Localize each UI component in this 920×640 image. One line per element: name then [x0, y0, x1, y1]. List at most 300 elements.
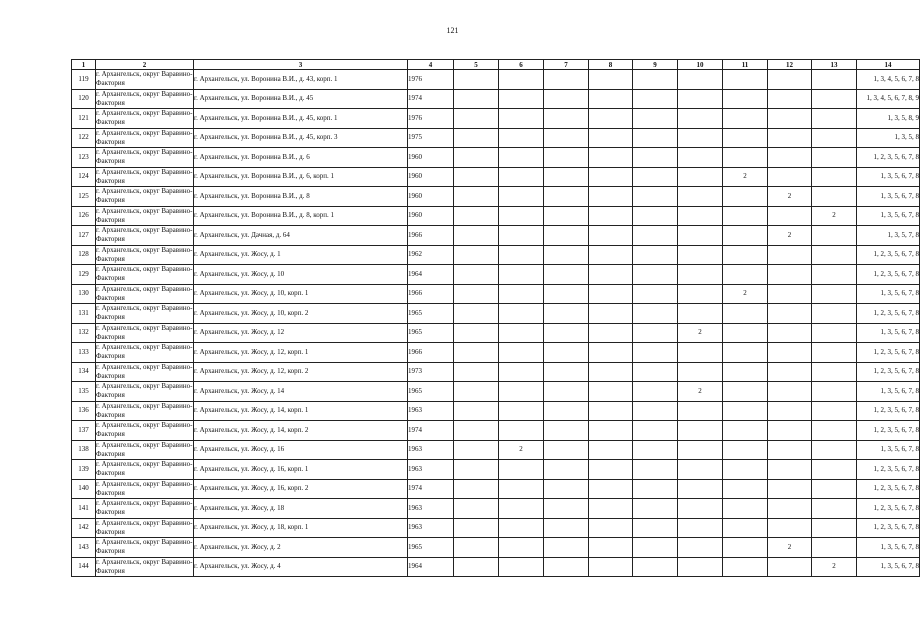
col11-cell: [723, 206, 768, 226]
row-number-cell: 143: [72, 538, 96, 558]
col12-cell: [768, 460, 812, 480]
col12-cell: [768, 89, 812, 109]
col9-cell: [633, 245, 678, 265]
district-cell: г. Архангельск, округ Варавино-Фактория: [96, 206, 193, 224]
col12-cell: 2: [768, 226, 812, 246]
row-number-cell: 135: [72, 382, 96, 402]
col11-cell: [723, 421, 768, 441]
col11-cell: [723, 304, 768, 324]
page-number: 121: [446, 26, 459, 35]
col11-cell: [723, 460, 768, 480]
col13-cell: [812, 362, 857, 382]
col7-cell: [544, 557, 589, 577]
row-number-cell: 125: [72, 187, 96, 207]
col5-cell: [454, 226, 499, 246]
col6-cell: [499, 323, 544, 343]
col9-cell: [633, 284, 678, 304]
row-number-cell: 136: [72, 401, 96, 421]
col10-cell: [678, 167, 723, 187]
col7-cell: [544, 362, 589, 382]
codes-cell: 1, 2, 3, 5, 6, 7, 8: [857, 499, 920, 519]
year-cell: 1960: [408, 187, 454, 207]
col6-cell: [499, 70, 544, 90]
address-cell: г. Архангельск, ул. Жосу, д. 12: [194, 323, 408, 343]
codes-cell: 1, 3, 4, 5, 6, 7, 8, 9: [857, 89, 920, 109]
col7-cell: [544, 167, 589, 187]
row-number-cell: 133: [72, 343, 96, 363]
col12-cell: 2: [768, 538, 812, 558]
col11-cell: [723, 518, 768, 538]
district-cell: г. Архангельск, округ Варавино-Фактория: [96, 148, 193, 166]
col11-cell: 2: [723, 284, 768, 304]
col10-cell: [678, 304, 723, 324]
col6-cell: [499, 382, 544, 402]
col9-cell: [633, 128, 678, 148]
table-row: [72, 265, 920, 285]
col11-cell: [723, 226, 768, 246]
district-cell: г. Архангельск, округ Варавино-Фактория: [96, 284, 193, 302]
col9-cell: [633, 538, 678, 558]
row-number-cell: 132: [72, 323, 96, 343]
col13-cell: [812, 167, 857, 187]
table-row: [72, 421, 920, 441]
year-cell: 1960: [408, 148, 454, 168]
address-cell: г. Архангельск, ул. Жосу, д. 14, корп. 2: [194, 421, 408, 441]
housing-register-table: [71, 59, 920, 577]
year-cell: 1965: [408, 323, 454, 343]
col6-cell: [499, 245, 544, 265]
col7-cell: [544, 226, 589, 246]
col9-cell: [633, 89, 678, 109]
col8-cell: [589, 538, 633, 558]
col6-cell: [499, 401, 544, 421]
col12-cell: [768, 479, 812, 499]
col6-cell: [499, 557, 544, 577]
col5-cell: [454, 128, 499, 148]
col9-cell: [633, 304, 678, 324]
address-cell: г. Архангельск, ул. Жосу, д. 12, корп. 1: [194, 343, 408, 363]
col5-cell: [454, 89, 499, 109]
row-number-cell: 119: [72, 70, 96, 90]
district-cell: г. Архангельск, округ Варавино-Фактория: [96, 343, 193, 361]
col7-cell: [544, 382, 589, 402]
col6-cell: [499, 206, 544, 226]
col13-cell: [812, 89, 857, 109]
col9-cell: [633, 362, 678, 382]
col5-cell: [454, 401, 499, 421]
codes-cell: 1, 3, 5, 6, 7, 8: [857, 382, 920, 402]
column-header-14: 14: [857, 60, 920, 70]
address-cell: г. Архангельск, ул. Воронина В.И., д. 45, корп. 3: [194, 128, 408, 148]
column-header-5: 5: [454, 60, 499, 70]
codes-cell: 1, 3, 5, 6, 7, 8: [857, 167, 920, 187]
address-cell: г. Архангельск, ул. Воронина В.И., д. 43, корп. 1: [194, 70, 408, 90]
col6-cell: [499, 421, 544, 441]
col13-cell: [812, 148, 857, 168]
col13-cell: [812, 304, 857, 324]
codes-cell: 1, 3, 5, 6, 7, 8: [857, 440, 920, 460]
col5-cell: [454, 206, 499, 226]
column-header-1: 1: [72, 60, 96, 70]
codes-cell: 1, 2, 3, 5, 6, 7, 8: [857, 479, 920, 499]
col7-cell: [544, 538, 589, 558]
column-header-2: 2: [96, 60, 194, 70]
col13-cell: [812, 382, 857, 402]
col5-cell: [454, 479, 499, 499]
col8-cell: [589, 304, 633, 324]
col10-cell: [678, 440, 723, 460]
col7-cell: [544, 187, 589, 207]
col12-cell: [768, 401, 812, 421]
table-row: [72, 206, 920, 226]
col10-cell: [678, 538, 723, 558]
row-number-cell: 124: [72, 167, 96, 187]
codes-cell: 1, 2, 3, 5, 6, 7, 8: [857, 518, 920, 538]
table-row: [72, 343, 920, 363]
col9-cell: [633, 265, 678, 285]
column-header-7: 7: [544, 60, 589, 70]
year-cell: 1962: [408, 245, 454, 265]
col5-cell: [454, 460, 499, 480]
col8-cell: [589, 401, 633, 421]
year-cell: 1963: [408, 518, 454, 538]
col10-cell: [678, 148, 723, 168]
col7-cell: [544, 440, 589, 460]
col12-cell: [768, 323, 812, 343]
col8-cell: [589, 440, 633, 460]
table-row: [72, 440, 920, 460]
year-cell: 1966: [408, 284, 454, 304]
year-cell: 1965: [408, 304, 454, 324]
table-row: [72, 460, 920, 480]
col10-cell: [678, 109, 723, 129]
col10-cell: [678, 226, 723, 246]
col8-cell: [589, 499, 633, 519]
table-row: [72, 128, 920, 148]
table-row: [72, 518, 920, 538]
col11-cell: [723, 479, 768, 499]
row-number-cell: 139: [72, 460, 96, 480]
col6-cell: [499, 499, 544, 519]
col9-cell: [633, 167, 678, 187]
address-cell: г. Архангельск, ул. Жосу, д. 18: [194, 499, 408, 519]
codes-cell: 1, 3, 5, 6, 7, 8: [857, 538, 920, 558]
col6-cell: [499, 479, 544, 499]
col12-cell: [768, 362, 812, 382]
col9-cell: [633, 518, 678, 538]
codes-cell: 1, 2, 3, 5, 6, 7, 8: [857, 343, 920, 363]
district-cell: г. Архангельск, округ Варавино-Фактория: [96, 460, 193, 478]
district-cell: г. Архангельск, округ Варавино-Фактория: [96, 421, 193, 439]
district-cell: г. Архангельск, округ Варавино-Фактория: [96, 401, 193, 419]
address-cell: г. Архангельск, ул. Воронина В.И., д. 45, корп. 1: [194, 109, 408, 129]
table-row: [72, 304, 920, 324]
year-cell: 1964: [408, 557, 454, 577]
district-cell: г. Архангельск, округ Варавино-Фактория: [96, 226, 193, 244]
col5-cell: [454, 538, 499, 558]
address-cell: г. Архангельск, ул. Воронина В.И., д. 6: [194, 148, 408, 168]
col13-cell: [812, 109, 857, 129]
year-cell: 1960: [408, 206, 454, 226]
col12-cell: [768, 284, 812, 304]
district-cell: г. Архангельск, округ Варавино-Фактория: [96, 187, 193, 205]
table-row: [72, 89, 920, 109]
col5-cell: [454, 518, 499, 538]
col9-cell: [633, 109, 678, 129]
codes-cell: 1, 3, 5, 8: [857, 128, 920, 148]
col6-cell: [499, 460, 544, 480]
year-cell: 1963: [408, 401, 454, 421]
col11-cell: [723, 70, 768, 90]
address-cell: г. Архангельск, ул. Жосу, д. 18, корп. 1: [194, 518, 408, 538]
col6-cell: [499, 538, 544, 558]
col10-cell: [678, 343, 723, 363]
col10-cell: [678, 245, 723, 265]
col7-cell: [544, 284, 589, 304]
col7-cell: [544, 265, 589, 285]
codes-cell: 1, 3, 5, 6, 7, 8: [857, 206, 920, 226]
district-cell: г. Архангельск, округ Варавино-Фактория: [96, 323, 193, 341]
col8-cell: [589, 460, 633, 480]
row-number-cell: 141: [72, 499, 96, 519]
col8-cell: [589, 323, 633, 343]
row-number-cell: 137: [72, 421, 96, 441]
district-cell: г. Архангельск, округ Варавино-Фактория: [96, 265, 193, 283]
col13-cell: [812, 479, 857, 499]
col9-cell: [633, 70, 678, 90]
col7-cell: [544, 479, 589, 499]
col8-cell: [589, 89, 633, 109]
col13-cell: [812, 343, 857, 363]
col11-cell: [723, 148, 768, 168]
column-header-12: 12: [768, 60, 812, 70]
col8-cell: [589, 226, 633, 246]
year-cell: 1964: [408, 265, 454, 285]
col7-cell: [544, 499, 589, 519]
column-header-13: 13: [812, 60, 857, 70]
col5-cell: [454, 421, 499, 441]
address-cell: г. Архангельск, ул. Воронина В.И., д. 45: [194, 89, 408, 109]
col7-cell: [544, 343, 589, 363]
row-number-cell: 126: [72, 206, 96, 226]
year-cell: 1976: [408, 109, 454, 129]
col5-cell: [454, 557, 499, 577]
district-cell: г. Архангельск, округ Варавино-Фактория: [96, 557, 193, 575]
col12-cell: [768, 440, 812, 460]
col12-cell: [768, 382, 812, 402]
col13-cell: [812, 401, 857, 421]
col9-cell: [633, 421, 678, 441]
col6-cell: [499, 284, 544, 304]
col8-cell: [589, 518, 633, 538]
table-row: [72, 362, 920, 382]
address-cell: г. Архангельск, ул. Жосу, д. 2: [194, 538, 408, 558]
address-cell: г. Архангельск, ул. Дачная, д. 64: [194, 226, 408, 246]
table-row: [72, 245, 920, 265]
district-cell: г. Архангельск, округ Варавино-Фактория: [96, 440, 193, 458]
col9-cell: [633, 460, 678, 480]
col12-cell: [768, 70, 812, 90]
col5-cell: [454, 440, 499, 460]
year-cell: 1965: [408, 538, 454, 558]
address-cell: г. Архангельск, ул. Жосу, д. 16, корп. 1: [194, 460, 408, 480]
col11-cell: [723, 557, 768, 577]
col13-cell: [812, 187, 857, 207]
col5-cell: [454, 499, 499, 519]
col11-cell: [723, 128, 768, 148]
row-number-cell: 142: [72, 518, 96, 538]
row-number-cell: 121: [72, 109, 96, 129]
table-row: [72, 226, 920, 246]
table-row: [72, 167, 920, 187]
district-cell: г. Архангельск, округ Варавино-Фактория: [96, 382, 193, 400]
col8-cell: [589, 245, 633, 265]
col5-cell: [454, 304, 499, 324]
col6-cell: [499, 128, 544, 148]
col7-cell: [544, 109, 589, 129]
col5-cell: [454, 187, 499, 207]
address-cell: г. Архангельск, ул. Воронина В.И., д. 6, корп. 1: [194, 167, 408, 187]
year-cell: 1960: [408, 167, 454, 187]
col11-cell: [723, 323, 768, 343]
column-header-8: 8: [589, 60, 633, 70]
row-number-cell: 140: [72, 479, 96, 499]
col12-cell: [768, 557, 812, 577]
col12-cell: [768, 148, 812, 168]
col10-cell: [678, 265, 723, 285]
col6-cell: [499, 167, 544, 187]
col11-cell: [723, 109, 768, 129]
col13-cell: [812, 70, 857, 90]
col8-cell: [589, 284, 633, 304]
table-row: [72, 499, 920, 519]
col5-cell: [454, 265, 499, 285]
col10-cell: [678, 518, 723, 538]
codes-cell: 1, 2, 3, 5, 6, 7, 8: [857, 245, 920, 265]
col11-cell: 2: [723, 167, 768, 187]
codes-cell: 1, 3, 4, 5, 6, 7, 8: [857, 70, 920, 90]
col7-cell: [544, 323, 589, 343]
col5-cell: [454, 362, 499, 382]
row-number-cell: 127: [72, 226, 96, 246]
row-number-cell: 123: [72, 148, 96, 168]
col8-cell: [589, 109, 633, 129]
table-row: [72, 557, 920, 577]
table-row: [72, 323, 920, 343]
district-cell: г. Архангельск, округ Варавино-Фактория: [96, 479, 193, 497]
address-cell: г. Архангельск, ул. Жосу, д. 16, корп. 2: [194, 479, 408, 499]
col7-cell: [544, 245, 589, 265]
col12-cell: [768, 343, 812, 363]
col12-cell: [768, 167, 812, 187]
col9-cell: [633, 499, 678, 519]
year-cell: 1965: [408, 382, 454, 402]
col10-cell: [678, 479, 723, 499]
col6-cell: [499, 89, 544, 109]
codes-cell: 1, 3, 5, 6, 7, 8: [857, 187, 920, 207]
codes-cell: 1, 3, 5, 7, 8: [857, 226, 920, 246]
year-cell: 1974: [408, 479, 454, 499]
col13-cell: [812, 226, 857, 246]
col7-cell: [544, 206, 589, 226]
col5-cell: [454, 148, 499, 168]
col7-cell: [544, 304, 589, 324]
col9-cell: [633, 187, 678, 207]
col12-cell: [768, 245, 812, 265]
year-cell: 1966: [408, 226, 454, 246]
col11-cell: [723, 343, 768, 363]
address-cell: г. Архангельск, ул. Жосу, д. 4: [194, 557, 408, 577]
district-cell: г. Архангельск, округ Варавино-Фактория: [96, 109, 193, 127]
col6-cell: [499, 265, 544, 285]
district-cell: г. Архангельск, округ Варавино-Фактория: [96, 128, 193, 146]
col10-cell: [678, 401, 723, 421]
col13-cell: 2: [812, 206, 857, 226]
row-number-cell: 130: [72, 284, 96, 304]
header-row: [72, 60, 920, 70]
district-cell: г. Архангельск, округ Варавино-Фактория: [96, 538, 193, 556]
col10-cell: [678, 499, 723, 519]
col7-cell: [544, 70, 589, 90]
col8-cell: [589, 167, 633, 187]
col11-cell: [723, 382, 768, 402]
col8-cell: [589, 148, 633, 168]
row-number-cell: 122: [72, 128, 96, 148]
codes-cell: 1, 2, 3, 5, 6, 7, 8: [857, 401, 920, 421]
year-cell: 1966: [408, 343, 454, 363]
col6-cell: [499, 518, 544, 538]
col7-cell: [544, 460, 589, 480]
district-cell: г. Архангельск, округ Варавино-Фактория: [96, 167, 193, 185]
col11-cell: [723, 401, 768, 421]
column-header-3: 3: [194, 60, 408, 70]
col13-cell: [812, 538, 857, 558]
col10-cell: 2: [678, 323, 723, 343]
col7-cell: [544, 401, 589, 421]
col6-cell: [499, 304, 544, 324]
col10-cell: [678, 187, 723, 207]
column-header-4: 4: [408, 60, 454, 70]
col13-cell: [812, 499, 857, 519]
address-cell: г. Архангельск, ул. Воронина В.И., д. 8: [194, 187, 408, 207]
col6-cell: [499, 148, 544, 168]
table-row: [72, 148, 920, 168]
row-number-cell: 128: [72, 245, 96, 265]
col6-cell: [499, 226, 544, 246]
col6-cell: [499, 362, 544, 382]
row-number-cell: 138: [72, 440, 96, 460]
col10-cell: [678, 557, 723, 577]
col9-cell: [633, 206, 678, 226]
district-cell: г. Архангельск, округ Варавино-Фактория: [96, 245, 193, 263]
col13-cell: [812, 460, 857, 480]
col10-cell: [678, 460, 723, 480]
codes-cell: 1, 3, 5, 6, 7, 8: [857, 323, 920, 343]
col6-cell: 2: [499, 440, 544, 460]
col13-cell: [812, 284, 857, 304]
address-cell: г. Архангельск, ул. Жосу, д. 12, корп. 2: [194, 362, 408, 382]
row-number-cell: 120: [72, 89, 96, 109]
col11-cell: [723, 187, 768, 207]
col8-cell: [589, 479, 633, 499]
district-cell: г. Архангельск, округ Варавино-Фактория: [96, 499, 193, 517]
col13-cell: [812, 265, 857, 285]
col9-cell: [633, 401, 678, 421]
col11-cell: [723, 245, 768, 265]
district-cell: г. Архангельск, округ Варавино-Фактория: [96, 89, 193, 107]
col9-cell: [633, 479, 678, 499]
col11-cell: [723, 440, 768, 460]
